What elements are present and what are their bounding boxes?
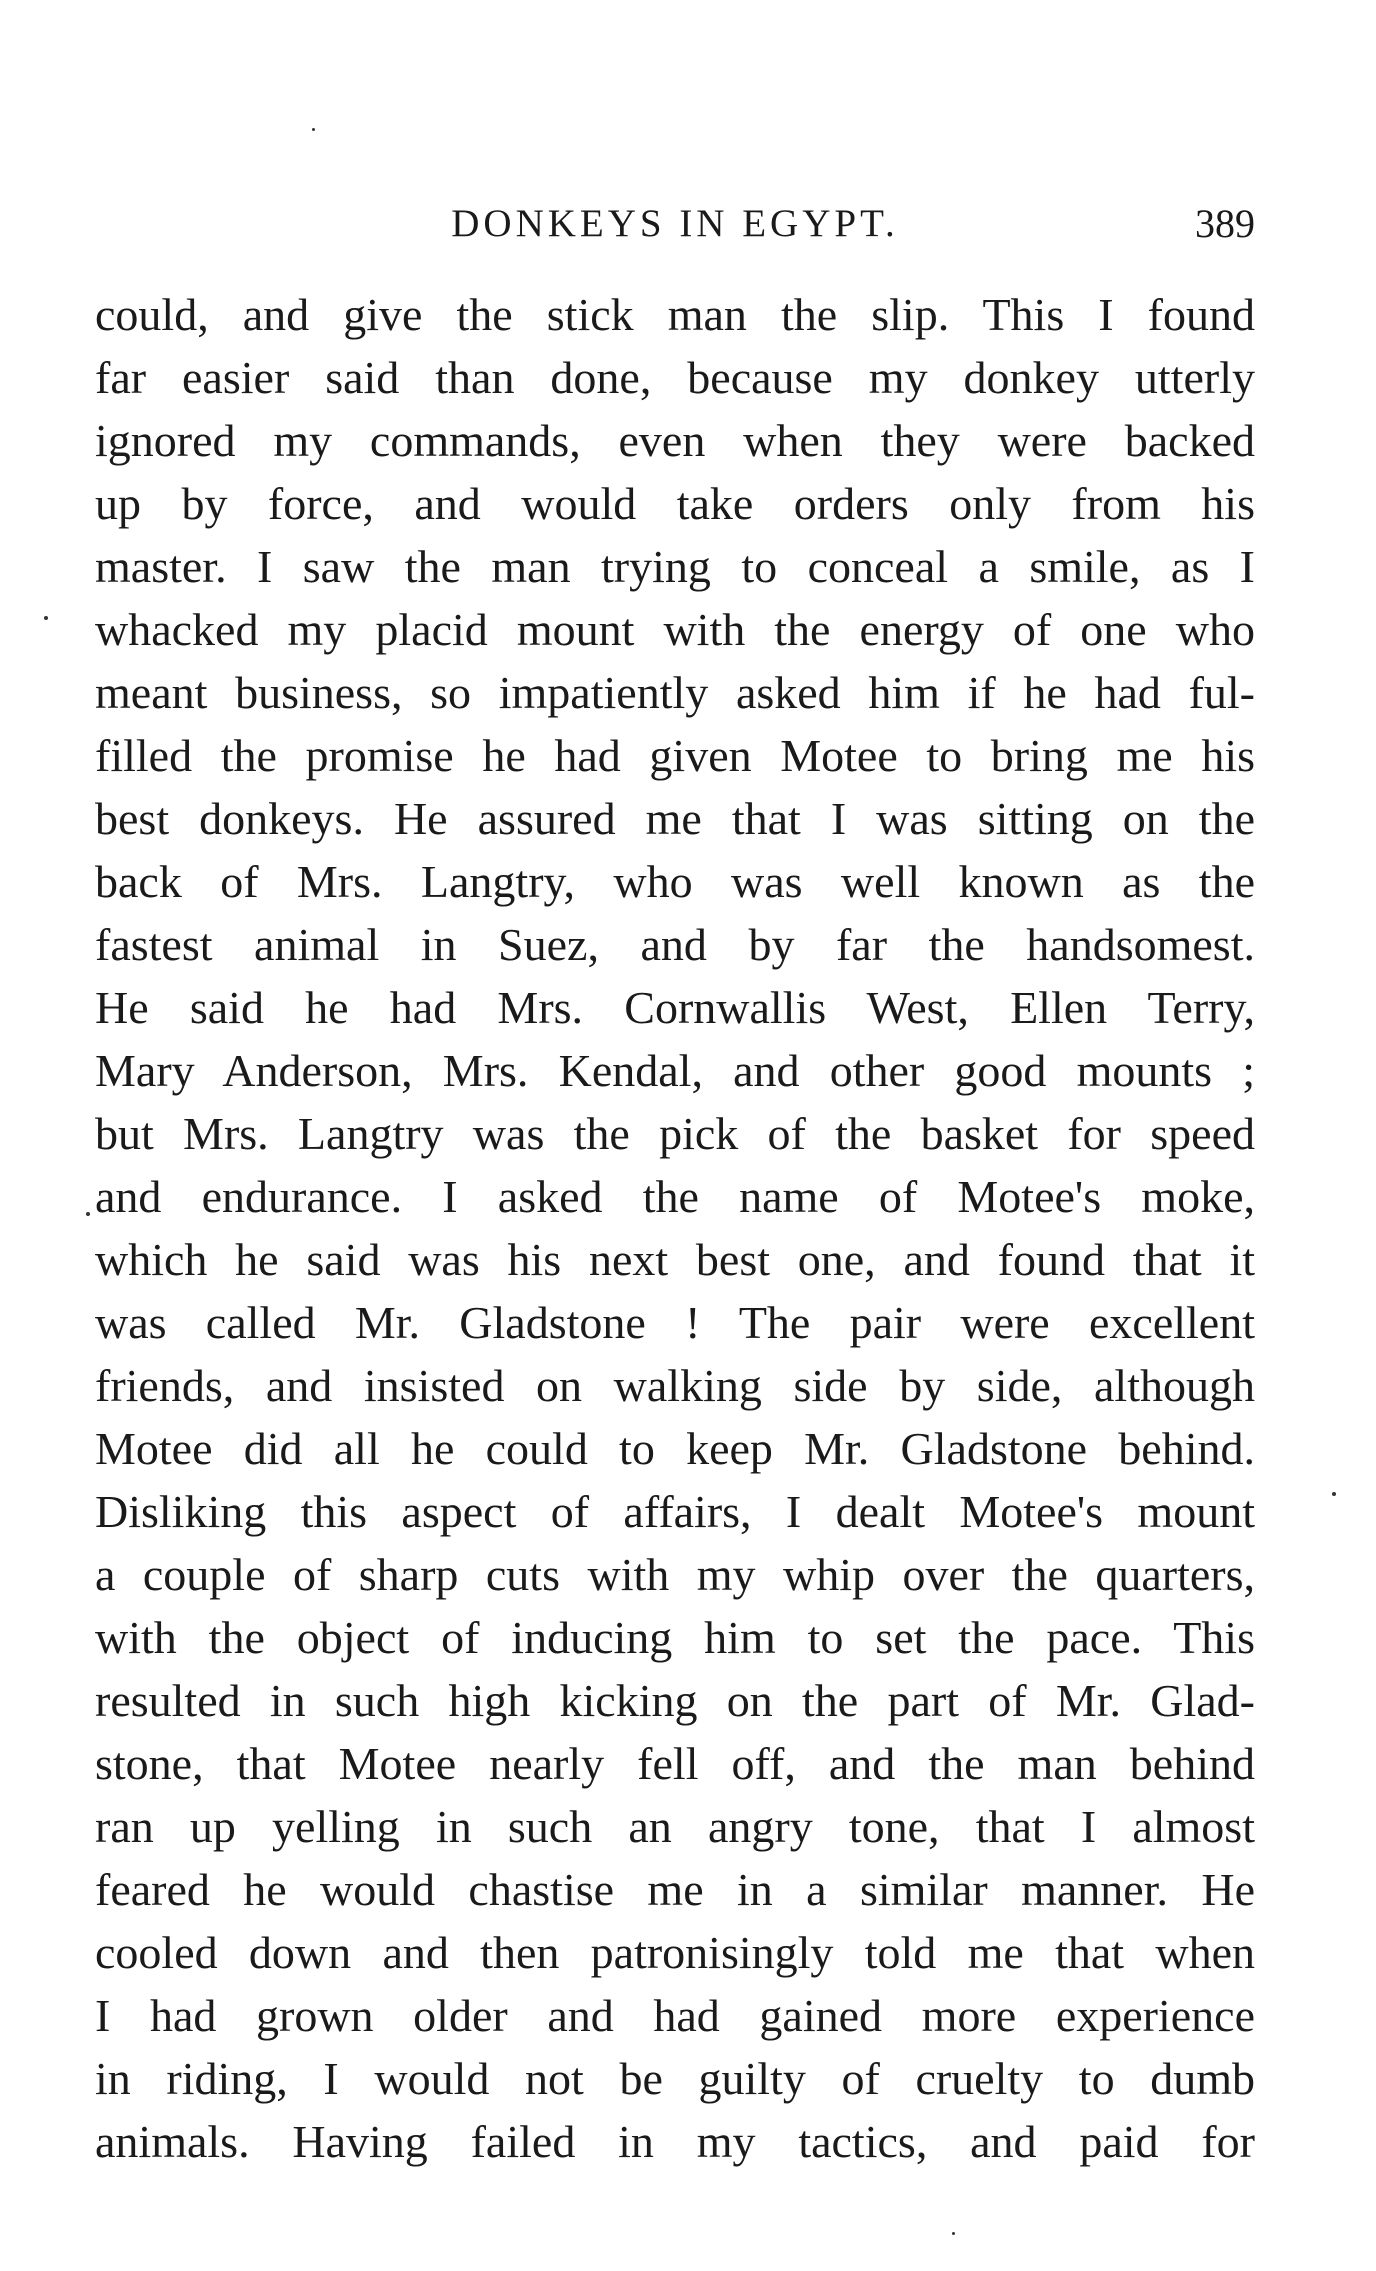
- text-line: He said he had Mrs. Cornwallis West, Ellen Terry,: [95, 982, 1255, 1033]
- page-header: [95, 196, 1255, 252]
- print-speck: [1332, 1492, 1336, 1496]
- page-number: 389: [1195, 201, 1255, 246]
- text-line: was called Mr. Gladstone ! The pair were excellent: [95, 1297, 1255, 1348]
- text-line: whacked my placid mount with the energy of one who: [95, 604, 1255, 655]
- print-speck: [312, 128, 315, 131]
- running-title: DONKEYS IN EGYPT.: [451, 202, 899, 245]
- text-line: up by force, and would take orders only from his: [95, 478, 1255, 529]
- text-line: fastest animal in Suez, and by far the handsomest.: [95, 919, 1255, 970]
- text-line: Mary Anderson, Mrs. Kendal, and other good mounts ;: [95, 1045, 1255, 1096]
- text-line: meant business, so impatiently asked him if he had ful-: [95, 667, 1255, 718]
- text-line: ran up yelling in such an angry tone, that I almost: [95, 1801, 1255, 1852]
- text-line: far easier said than done, because my donkey utterly: [95, 352, 1255, 403]
- text-line: master. I saw the man trying to conceal a smile, as I: [95, 541, 1255, 592]
- text-line: best donkeys. He assured me that I was sitting on the: [95, 793, 1255, 844]
- print-speck: [86, 1212, 90, 1216]
- text-line: Motee did all he could to keep Mr. Gladstone behind.: [95, 1423, 1255, 1474]
- print-speck: [44, 616, 48, 620]
- text-line: ignored my commands, even when they were backed: [95, 415, 1255, 466]
- text-line: in riding, I would not be guilty of cruelty to dumb: [95, 2053, 1255, 2104]
- body-text: [95, 283, 1255, 2173]
- text-line: and endurance. I asked the name of Motee's moke,: [95, 1171, 1255, 1222]
- text-line: could, and give the stick man the slip. This I found: [95, 289, 1255, 340]
- text-line: back of Mrs. Langtry, who was well known as the: [95, 856, 1255, 907]
- text-line: friends, and insisted on walking side by side, although: [95, 1360, 1255, 1411]
- text-line: a couple of sharp cuts with my whip over the quarters,: [95, 1549, 1255, 1600]
- text-line: animals. Having failed in my tactics, and paid for: [95, 2116, 1255, 2167]
- text-line: stone, that Motee nearly fell off, and the man behind: [95, 1738, 1255, 1789]
- text-line: Disliking this aspect of affairs, I dealt Motee's mount: [95, 1486, 1255, 1537]
- text-line: with the object of inducing him to set the pace. This: [95, 1612, 1255, 1663]
- text-line: which he said was his next best one, and found that it: [95, 1234, 1255, 1285]
- text-line: but Mrs. Langtry was the pick of the basket for speed: [95, 1108, 1255, 1159]
- print-speck: [952, 2232, 955, 2235]
- text-line: cooled down and then patronisingly told me that when: [95, 1927, 1255, 1978]
- text-line: filled the promise he had given Motee to bring me his: [95, 730, 1255, 781]
- text-line: feared he would chastise me in a similar manner. He: [95, 1864, 1255, 1915]
- text-line: resulted in such high kicking on the part of Mr. Glad-: [95, 1675, 1255, 1726]
- text-line: I had grown older and had gained more experience: [95, 1990, 1255, 2041]
